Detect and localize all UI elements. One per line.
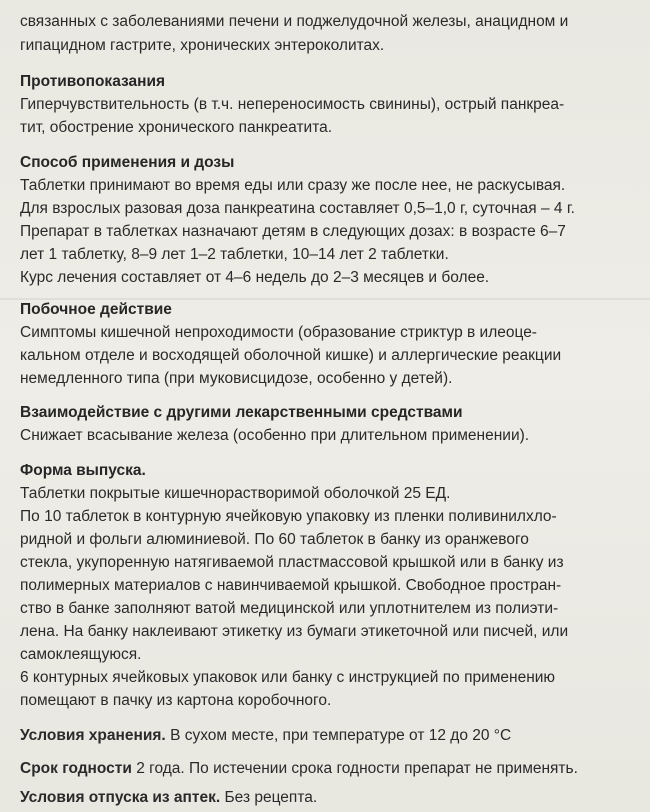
- storage-line: [20, 726, 511, 746]
- interactions-text: Снижает всасывание железа (особенно при длительном применении).: [20, 427, 530, 444]
- release-form-text: полимерных материалов с навинчиваемой крышкой. Свободное простран-: [20, 577, 562, 594]
- dosage-heading: Способ применения и дозы: [20, 154, 235, 171]
- contraindications-heading: Противопоказания: [20, 73, 166, 90]
- release-form-text: лена. На банку наклеивают этикетку из бумаги этикеточной или писчей, или: [20, 623, 569, 640]
- release-form-text: помещают в пачку из картона коробочного.: [20, 692, 332, 709]
- intro-line: связанных с заболеваниями печени и поджелудочной железы, анацидном и: [20, 13, 569, 30]
- storage-heading: Условия хранения.: [20, 727, 166, 744]
- shelf-life-line: [20, 759, 578, 779]
- dispensing-line: [20, 788, 317, 808]
- release-form-text: Таблетки покрытые кишечнорастворимой оболочкой 25 ЕД.: [20, 485, 451, 502]
- release-form-text: По 10 таблеток в контурную ячейковую упаковку из пленки поливинилхло-: [20, 508, 557, 525]
- intro-line: гипацидном гастрите, хронических энтероколитах.: [20, 37, 385, 54]
- dispensing-text: Без рецепта.: [224, 789, 318, 806]
- release-form-text: самоклеящуюся.: [20, 646, 142, 663]
- interactions-heading: Взаимодействие с другими лекарственными средствами: [20, 404, 463, 421]
- contraindications-text: тит, обострение хронического панкреатита.: [20, 119, 333, 136]
- side-effects-text: Симптомы кишечной непроходимости (образование стриктур в илеоце-: [20, 324, 537, 341]
- dosage-text: Для взрослых разовая доза панкреатина составляет 0,5–1,0 г, суточная – 4 г.: [20, 200, 575, 217]
- side-effects-text: немедленного типа (при муковисцидозе, особенно у детей).: [20, 370, 453, 387]
- dispensing-heading: Условия отпуска из аптек.: [20, 789, 221, 806]
- side-effects-heading: Побочное действие: [20, 301, 172, 318]
- shelf-life-heading: Срок годности: [20, 760, 132, 777]
- storage-text: В сухом месте, при температуре от 12 до 20 °C: [170, 727, 512, 744]
- dosage-text: Таблетки принимают во время еды или сразу же после нее, не раскусывая.: [20, 177, 566, 194]
- release-form-heading: Форма выпуска.: [20, 462, 146, 479]
- release-form-text: 6 контурных ячейковых упаковок или банку с инструкцией по применению: [20, 669, 556, 686]
- shelf-life-text: 2 года. По истечении срока годности препарат не применять.: [136, 760, 578, 777]
- release-form-text: ридной и фольги алюминиевой. По 60 таблеток в банку из оранжевого: [20, 531, 529, 548]
- contraindications-text: Гиперчувствительность (в т.ч. непереносимость свинины), острый панкреа-: [20, 96, 565, 113]
- dosage-text: Курс лечения составляет от 4–6 недель до 2–3 месяцев и более.: [20, 269, 490, 286]
- release-form-text: ство в банке заполняют ватой медицинской или уплотнителем из полиэти-: [20, 600, 559, 617]
- side-effects-text: кальном отделе и восходящей оболочной кишке) и аллергические реакции: [20, 347, 562, 364]
- release-form-text: стекла, укупоренную натягиваемой пластмассовой крышкой или в банку из: [20, 554, 564, 571]
- dosage-text: лет 1 таблетку, 8–9 лет 1–2 таблетки, 10–14 лет 2 таблетки.: [20, 246, 449, 263]
- dosage-text: Препарат в таблетках назначают детям в следующих дозах: в возрасте 6–7: [20, 223, 566, 240]
